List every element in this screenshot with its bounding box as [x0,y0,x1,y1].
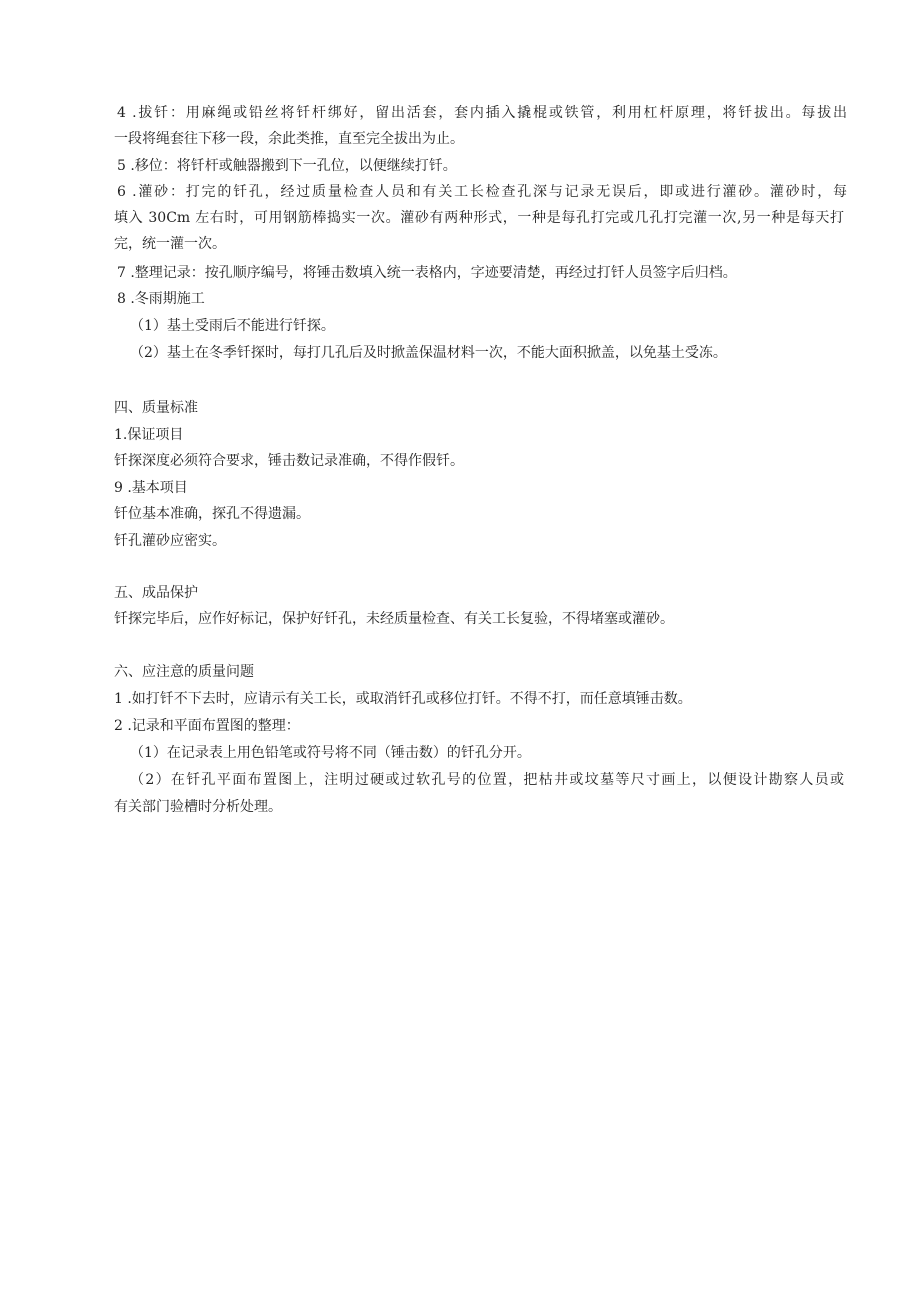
item-8-sub-2: （2）基土在冬季钎探时，每打几孔后及时掀盖保温材料一次，不能大面积掀盖，以免基土受冻。 [130,345,727,361]
section-6-item-2-sub-2-line-2: 有关部门验槽时分析处理。 [114,799,282,815]
item-7: 7 .整理记录：按孔顺序编号，将锤击数填入统一表格内，字迹要清楚，再经过打钎人员签字后归档。 [117,265,737,281]
item-8-sub-1: （1）基土受雨后不能进行钎探。 [130,318,335,334]
item-6-line-2: 填入 30Cm 左右时，可用钢筋棒捣实一次。灌砂有两种形式，一种是每孔打完或几孔打完灌一次,另一种是每天打 [114,210,844,226]
section-6-item-2: 2 .记录和平面布置图的整理： [114,718,300,734]
item-4-line-2: 一段将绳套往下移一段，余此类推，直至完全拔出为止。 [114,131,464,147]
section-6-title: 六、应注意的质量问题 [114,664,254,680]
section-4-item-2-text-2: 钎孔灌砂应密实。 [114,533,226,549]
section-5-title: 五、成品保护 [114,585,198,601]
section-4-item-2: 9 .基本项目 [114,480,188,496]
section-4-item-1-text: 钎探深度必须符合要求，锤击数记录准确，不得作假钎。 [114,453,464,469]
section-6-item-1: 1 .如打钎不下去时，应请示有关工长，或取消钎孔或移位打钎。不得不打，而任意填锤击数。 [114,691,692,707]
item-6-line-1: 6 .灌砂：打完的钎孔，经过质量检查人员和有关工长检查孔深与记录无误后，即或进行灌砂。灌砂时，每 [117,184,847,200]
item-4-line-1: 4 .拔钎：用麻绳或铅丝将钎杆绑好，留出活套，套内插入撬棍或铁管，利用杠杆原理，将钎拔出。每拔出 [117,105,847,121]
section-6-item-2-sub-2-line-1: （2）在钎孔平面布置图上，注明过硬或过软孔号的位置，把枯井或坟墓等尺寸画上，以便设计勘察人员或 [130,772,844,788]
item-8-heading: 8 .冬雨期施工 [117,291,205,307]
section-4-item-1: 1.保证项目 [114,427,184,443]
section-4-item-2-text-1: 钎位基本准确，探孔不得遗漏。 [114,506,310,522]
section-5-text: 钎探完毕后，应作好标记，保护好钎孔，未经质量检查、有关工长复验，不得堵塞或灌砂。 [114,611,674,627]
item-5: 5 .移位：将钎杆或触器搬到下一孔位，以便继续打钎。 [117,158,457,174]
section-6-item-2-sub-1: （1）在记录表上用色铅笔或符号将不同（锤击数）的钎孔分开。 [130,745,531,761]
item-6-line-3: 完，统一灌一次。 [114,236,226,252]
section-4-title: 四、质量标准 [114,400,198,416]
